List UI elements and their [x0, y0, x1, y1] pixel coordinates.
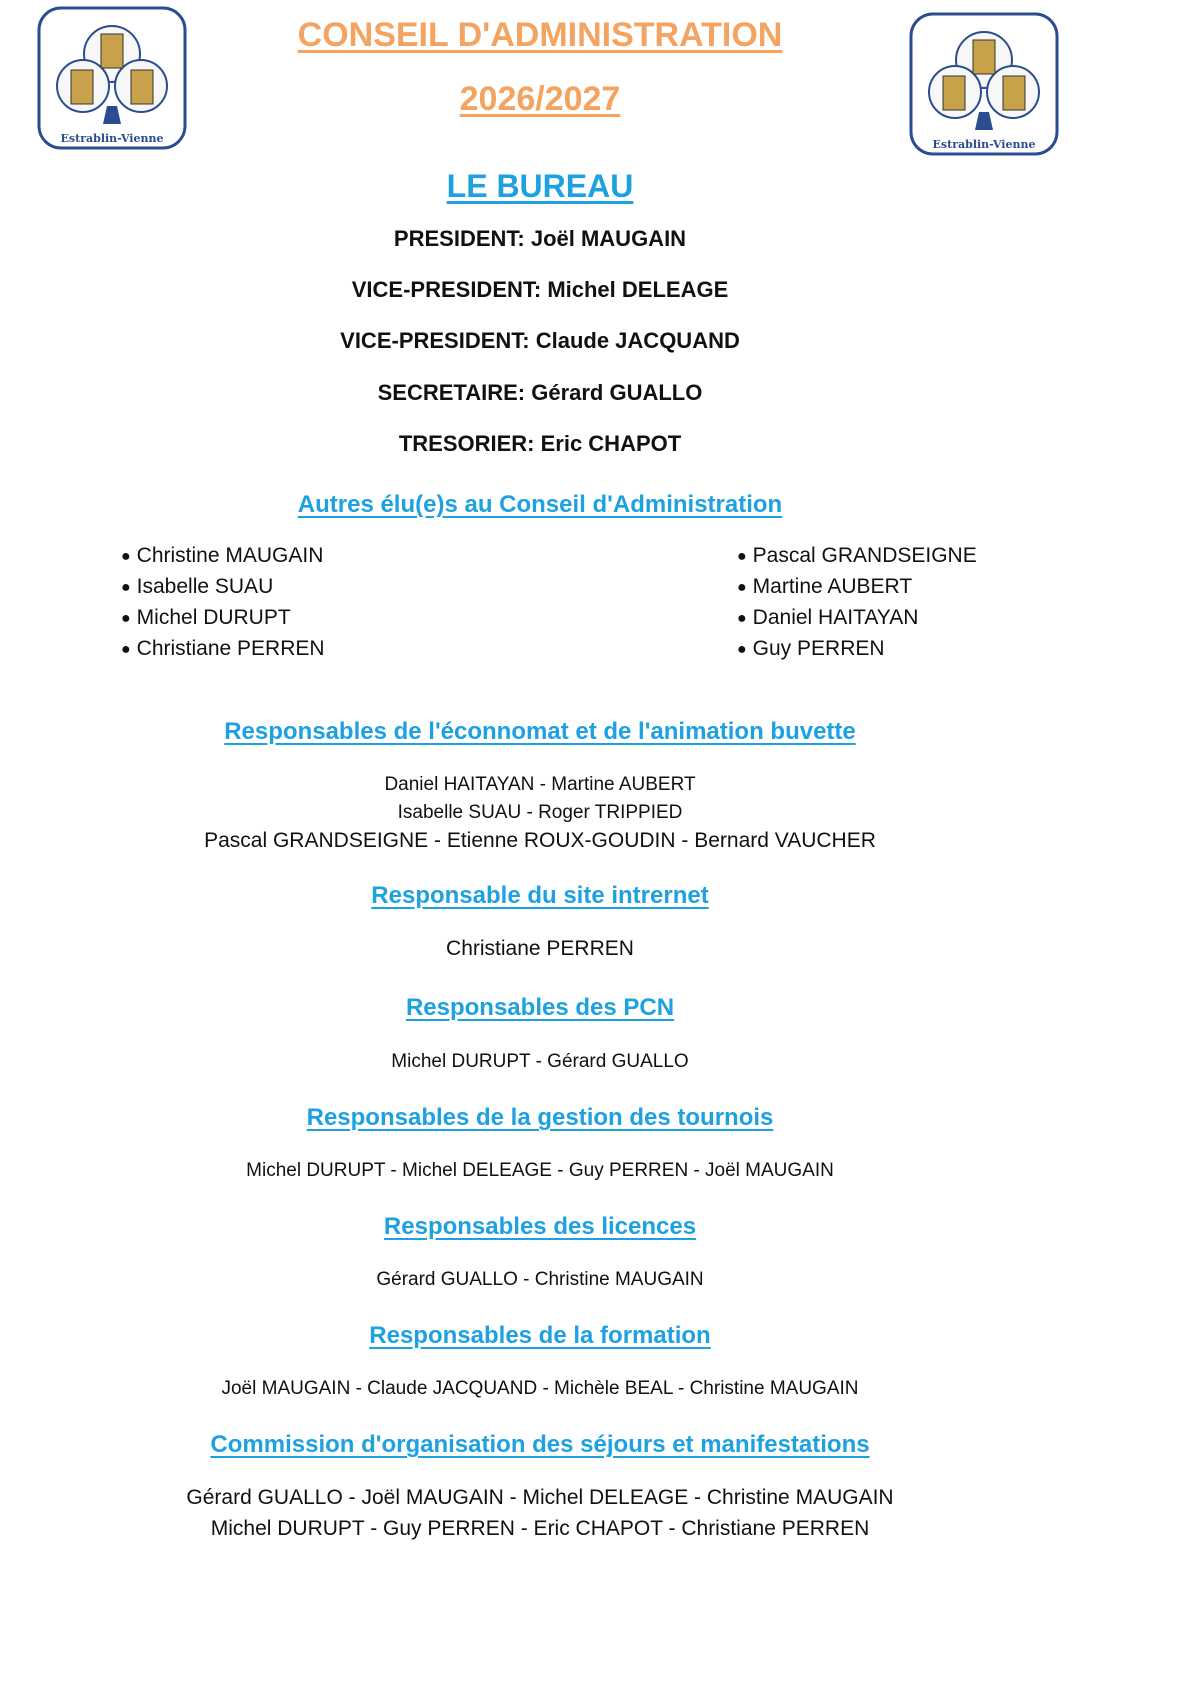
economat-line-2: Isabelle SUAU - Roger TRIPPIED — [397, 802, 683, 823]
role-vice-president-2: VICE-PRESIDENT: Claude JACQUAND — [340, 328, 740, 353]
tournois-line-1: Michel DURUPT - Michel DELEAGE - Guy PERREN - Joël MAUGAIN — [246, 1160, 834, 1181]
economat-heading: Responsables de l'éconnomat et de l'animation buvette — [224, 718, 856, 745]
commission-heading: Commission d'organisation des séjours et manifestations — [210, 1431, 870, 1458]
list-item: ● Martine AUBERT — [737, 572, 977, 603]
pcn-line-1: Michel DURUPT - Gérard GUALLO — [391, 1051, 689, 1072]
economat-line-1: Daniel HAITAYAN - Martine AUBERT — [384, 774, 696, 795]
role-secretaire: SECRETAIRE: Gérard GUALLO — [377, 380, 703, 405]
list-item: ● Michel DURUPT — [121, 603, 325, 634]
svg-text:Estrablin-Vienne: Estrablin-Vienne — [60, 132, 164, 145]
autres-elus-left-list — [121, 541, 325, 665]
site-heading: Responsable du site intrernet — [371, 882, 709, 909]
document-year: 2026/2027 — [459, 80, 621, 118]
formation-heading: Responsables de la formation — [369, 1322, 711, 1349]
autres-elus-heading: Autres élu(e)s au Conseil d'Administration — [297, 491, 783, 518]
bureau-heading: LE BUREAU — [446, 168, 634, 204]
svg-text:Estrablin-Vienne: Estrablin-Vienne — [932, 138, 1036, 151]
list-item: ● Christiane PERREN — [121, 634, 325, 665]
autres-elus-right-list — [737, 541, 977, 665]
list-item: ● Christine MAUGAIN — [121, 541, 325, 572]
economat-line-3: Pascal GRANDSEIGNE - Etienne ROUX-GOUDIN - Bernard VAUCHER — [204, 829, 876, 852]
list-item: ● Isabelle SUAU — [121, 572, 325, 603]
role-tresorier: TRESORIER: Eric CHAPOT — [398, 431, 682, 456]
role-president: PRESIDENT: Joël MAUGAIN — [393, 226, 687, 251]
list-item: ● Pascal GRANDSEIGNE — [737, 541, 977, 572]
formation-line-1: Joël MAUGAIN - Claude JACQUAND - Michèle BEAL - Christine MAUGAIN — [221, 1378, 859, 1399]
tournois-heading: Responsables de la gestion des tournois — [306, 1104, 774, 1131]
role-vice-president-1: VICE-PRESIDENT: Michel DELEAGE — [351, 277, 729, 302]
licences-heading: Responsables des licences — [383, 1213, 697, 1240]
pcn-heading: Responsables des PCN — [405, 994, 675, 1021]
licences-line-1: Gérard GUALLO - Christine MAUGAIN — [376, 1269, 704, 1290]
site-line-1: Christiane PERREN — [446, 937, 634, 960]
list-item: ● Daniel HAITAYAN — [737, 603, 977, 634]
list-item: ● Guy PERREN — [737, 634, 977, 665]
commission-line-1: Gérard GUALLO - Joël MAUGAIN - Michel DELEAGE - Christine MAUGAIN — [186, 1486, 894, 1509]
commission-line-2: Michel DURUPT - Guy PERREN - Eric CHAPOT - Christiane PERREN — [210, 1517, 870, 1540]
document-title: CONSEIL D'ADMINISTRATION — [297, 16, 783, 54]
